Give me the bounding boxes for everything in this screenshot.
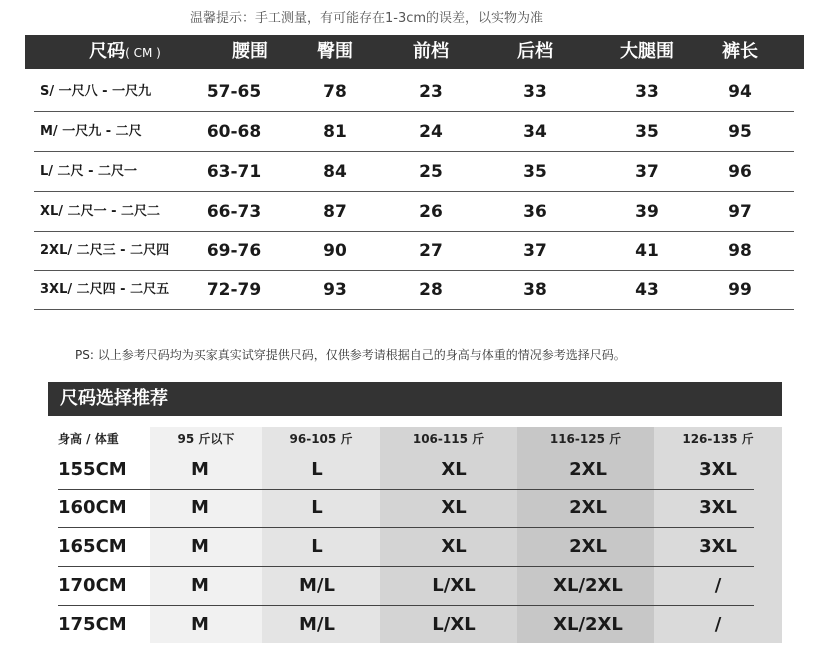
column-header-hip: 臀围 (317, 41, 353, 62)
cell-waist: 57-65 (206, 82, 262, 102)
cell-waist: 69-76 (206, 241, 262, 261)
table-row (34, 231, 794, 271)
recommended-size: M (191, 497, 209, 518)
cell-hip: 90 (323, 241, 347, 261)
cell-thigh: 35 (635, 122, 659, 142)
cell-hip: 81 (323, 122, 347, 142)
recommendation-row (58, 451, 754, 490)
recommended-size: M (191, 575, 209, 596)
recommended-size: 3XL (699, 459, 737, 480)
height-label: 155CM (58, 459, 127, 480)
recommended-size: M (191, 459, 209, 480)
recommendation-title: 尺码选择推荐 (60, 388, 168, 409)
cell-length: 94 (728, 82, 752, 102)
recommended-size: L/XL (432, 575, 476, 596)
column-header-front-rise: 前档 (413, 41, 449, 62)
size-unit: ( CM ) (125, 46, 161, 60)
table-row (34, 112, 794, 152)
row-size-label: 2XL/ 二尺三 - 二尺四 (40, 243, 170, 258)
column-header-thigh: 大腿围 (620, 41, 674, 62)
recommendation-row (58, 606, 754, 645)
cell-waist: 66-73 (206, 202, 262, 222)
cell-back-rise: 37 (523, 241, 547, 261)
cell-waist: 63-71 (206, 162, 262, 182)
size-chart-header (25, 35, 804, 69)
recommended-size: M/L (299, 614, 335, 635)
reference-note: PS: 以上参考尺码均为买家真实试穿提供尺码，仅供参考请根据自己的身高与体重的情况参考选择尺码。 (75, 348, 626, 362)
row-size-label: S/ 一尺八 - 一尺九 (40, 84, 152, 99)
recommended-size: XL (441, 536, 467, 557)
size-label: 尺码 (89, 41, 126, 62)
cell-waist: 72-79 (206, 280, 262, 300)
recommended-size: L (311, 536, 323, 557)
cell-front-rise: 28 (419, 280, 443, 300)
row-size-label: 3XL/ 二尺四 - 二尺五 (40, 282, 170, 297)
cell-front-rise: 23 (419, 82, 443, 102)
row-size-label: M/ 一尺九 - 二尺 (40, 124, 142, 139)
height-label: 165CM (58, 536, 127, 557)
recommended-size: M (191, 536, 209, 557)
cell-back-rise: 36 (523, 202, 547, 222)
cell-back-rise: 34 (523, 122, 547, 142)
height-label: 160CM (58, 497, 127, 518)
cell-front-rise: 25 (419, 162, 443, 182)
row-size-label: XL/ 二尺一 - 二尺二 (40, 204, 161, 219)
weight-header: 106-115 斤 (412, 432, 485, 446)
cell-thigh: 33 (635, 82, 659, 102)
recommended-size: / (714, 575, 722, 596)
cell-length: 99 (728, 280, 752, 300)
cell-thigh: 39 (635, 202, 659, 222)
cell-hip: 93 (323, 280, 347, 300)
recommended-size: M/L (299, 575, 335, 596)
height-weight-corner-label: 身高 / 体重 (58, 432, 119, 446)
weight-header: 126-135 斤 (682, 432, 754, 446)
cell-hip: 84 (323, 162, 347, 182)
measurement-notice: 温馨提示：手工测量，有可能存在1-3cm的误差，以实物为准 (190, 11, 544, 26)
cell-front-rise: 24 (419, 122, 443, 142)
table-row (34, 72, 794, 112)
recommendation-row (58, 567, 754, 606)
column-header-back-rise: 后档 (517, 41, 553, 62)
recommended-size: 2XL (569, 459, 607, 480)
recommended-size: L/XL (432, 614, 476, 635)
cell-thigh: 43 (635, 280, 659, 300)
recommended-size: 2XL (569, 536, 607, 557)
recommended-size: 3XL (699, 497, 737, 518)
cell-waist: 60-68 (206, 122, 262, 142)
cell-thigh: 37 (635, 162, 659, 182)
cell-front-rise: 27 (419, 241, 443, 261)
cell-length: 98 (728, 241, 752, 261)
table-row (34, 192, 794, 232)
recommended-size: XL (441, 459, 467, 480)
cell-hip: 78 (323, 82, 347, 102)
cell-back-rise: 33 (523, 82, 547, 102)
height-label: 175CM (58, 614, 127, 635)
cell-hip: 87 (323, 202, 347, 222)
recommended-size: XL/2XL (553, 575, 623, 596)
recommended-size: / (714, 614, 722, 635)
cell-thigh: 41 (635, 241, 659, 261)
column-header-waist: 腰围 (232, 41, 268, 62)
recommended-size: L (311, 497, 323, 518)
recommendation-row (58, 528, 754, 567)
cell-back-rise: 35 (523, 162, 547, 182)
recommendation-header (48, 382, 782, 416)
height-label: 170CM (58, 575, 127, 596)
row-size-label: L/ 二尺 - 二尺一 (40, 164, 138, 179)
table-row (34, 152, 794, 192)
table-row (34, 270, 794, 310)
weight-header: 95 斤以下 (177, 432, 235, 446)
cell-length: 95 (728, 122, 752, 142)
recommended-size: 2XL (569, 497, 607, 518)
weight-header: 96-105 斤 (289, 432, 353, 446)
recommended-size: 3XL (699, 536, 737, 557)
size-column-header (45, 35, 205, 69)
recommended-size: XL/2XL (553, 614, 623, 635)
recommended-size: L (311, 459, 323, 480)
recommended-size: M (191, 614, 209, 635)
cell-front-rise: 26 (419, 202, 443, 222)
recommended-size: XL (441, 497, 467, 518)
column-header-length: 裤长 (722, 41, 758, 62)
cell-back-rise: 38 (523, 280, 547, 300)
weight-header: 116-125 斤 (549, 432, 622, 446)
recommendation-row (58, 489, 754, 528)
cell-length: 97 (728, 202, 752, 222)
cell-length: 96 (728, 162, 752, 182)
